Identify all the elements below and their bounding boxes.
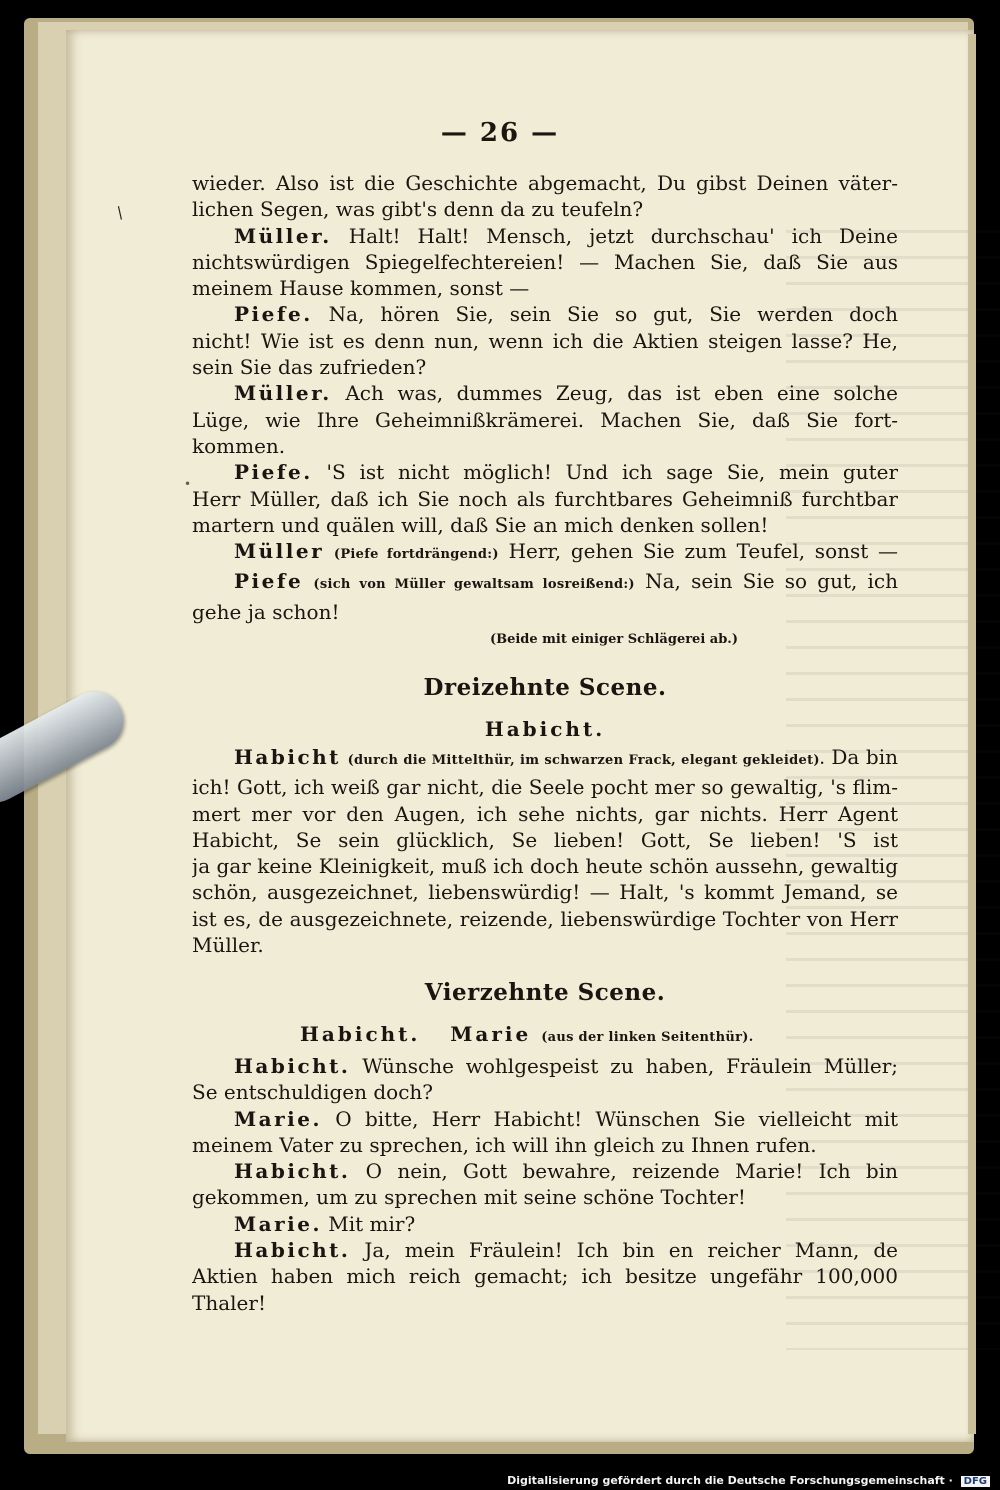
speaker-name: Marie. bbox=[234, 1106, 322, 1131]
dfg-logo: DFG bbox=[961, 1476, 990, 1487]
stage-direction: (durch die Mittelthür, im schwarzen Frack, elegant gekleidet). bbox=[347, 752, 825, 768]
speaker-name: Piefe. bbox=[234, 302, 313, 327]
text-line bbox=[192, 196, 898, 222]
line-text: Na, sein Sie so gut, ich bbox=[645, 569, 898, 594]
speaker-name: Müller bbox=[234, 539, 325, 564]
text-line bbox=[192, 486, 898, 512]
speaker-name: Piefe bbox=[234, 569, 304, 594]
text-line bbox=[192, 1263, 898, 1289]
line-text: Habicht, Se sein glücklich, Se lieben! Gott, Se lieben! 'S ist bbox=[192, 827, 898, 852]
line-text: Lüge, wie Ihre Geheimnißkrämerei. Machen Sie, daß Sie fort- bbox=[192, 407, 898, 432]
text-line bbox=[192, 407, 898, 433]
line-text: Müller. bbox=[192, 933, 264, 958]
line-text: Wünsche wohlgespeist zu haben, Fräulein Müller; bbox=[362, 1053, 898, 1078]
line-text: O bitte, Herr Habicht! Wünschen Sie vielleicht mit bbox=[335, 1106, 898, 1131]
cast-list-thirteen: Habicht. bbox=[484, 716, 606, 741]
stage-direction: (Piefe fortdrängend:) bbox=[333, 547, 499, 563]
cast-list-fourteen bbox=[192, 1021, 898, 1051]
margin-dot: • bbox=[184, 477, 192, 491]
line-text: nicht! Wie ist es denn nun, wenn ich die Aktien steigen lasse? He, bbox=[192, 328, 898, 353]
line-text: mert mer vor den Augen, ich sehe nichts, gar nichts. Herr Agent bbox=[192, 801, 898, 826]
text-line bbox=[192, 744, 898, 774]
footer-text: Digitalisierung gefördert durch die Deutsche Forschungsgemeinschaft · bbox=[507, 1474, 953, 1487]
line-text: kommen. bbox=[192, 433, 286, 458]
stage-direction-exit: (Beide mit einiger Schlägerei ab.) bbox=[489, 632, 738, 648]
text-line bbox=[192, 328, 898, 354]
line-text: 'S ist nicht möglich! Und ich sage Sie, mein guter bbox=[326, 460, 898, 485]
line-text: Halt! Halt! Mensch, jetzt durchschau' ich Deine bbox=[348, 223, 898, 248]
text-line bbox=[192, 801, 898, 827]
cast-habicht: Habicht. bbox=[300, 1021, 421, 1046]
text-line bbox=[192, 879, 898, 905]
text-line bbox=[192, 1079, 898, 1105]
text-line bbox=[192, 774, 898, 800]
text-line bbox=[192, 1132, 898, 1158]
text-line bbox=[192, 301, 898, 327]
line-text: gehe ja schon! bbox=[192, 599, 340, 624]
text-line bbox=[192, 275, 898, 301]
line-text: meinem Vater zu sprechen, ich will ihn gleich zu Ihnen rufen. bbox=[192, 1132, 817, 1157]
scene-title-fourteen: Vierzehnte Scene. bbox=[424, 979, 666, 1007]
text-line bbox=[192, 512, 898, 538]
text-line bbox=[192, 1053, 898, 1079]
text-line bbox=[192, 1158, 898, 1184]
margin-pencil-mark: / bbox=[112, 202, 127, 223]
speaker-name: Habicht. bbox=[234, 1159, 351, 1184]
cast-marie: Marie bbox=[450, 1021, 532, 1046]
line-text: gekommen, um zu sprechen mit seine schöne Tochter! bbox=[192, 1185, 746, 1210]
line-text: Herr Müller, daß ich Sie noch als furchtbares Geheimniß furchtbar bbox=[192, 486, 898, 511]
line-text: Aktien haben mich reich gemacht; ich besitze ungefähr 100,000 bbox=[192, 1264, 898, 1289]
speaker-name: Piefe. bbox=[234, 460, 313, 485]
stage-direction: (sich von Müller gewaltsam losreißend:) bbox=[313, 577, 635, 593]
line-text: nichtswürdigen Spiegelfechtereien! — Machen Sie, daß Sie aus bbox=[192, 249, 898, 274]
line-text: Mit mir? bbox=[328, 1211, 416, 1236]
line-text: lichen Segen, was gibt's denn da zu teufeln? bbox=[192, 197, 644, 222]
line-text: O nein, Gott bewahre, reizende Marie! Ich bin bbox=[365, 1159, 898, 1184]
footer-credit bbox=[507, 1474, 990, 1487]
text-line bbox=[192, 354, 898, 380]
text-line bbox=[192, 170, 898, 196]
text-line bbox=[192, 380, 898, 406]
text-line bbox=[192, 223, 898, 249]
page-edge bbox=[968, 34, 976, 1434]
line-text: Na, hören Sie, sein Sie so gut, Sie werden doch bbox=[328, 302, 898, 327]
line-text: martern und quälen will, daß Sie an mich denken sollen! bbox=[192, 512, 769, 537]
line-text: meinem Hause kommen, sonst — bbox=[192, 276, 530, 301]
line-text: schön, ausgezeichnet, liebenswürdig! — Halt, 's kommt Jemand, se bbox=[192, 880, 898, 905]
speaker-name: Müller. bbox=[234, 381, 332, 406]
text-line bbox=[192, 1184, 898, 1210]
text-line bbox=[192, 538, 898, 568]
text-line bbox=[192, 599, 898, 625]
text-line bbox=[192, 1290, 898, 1316]
text-line bbox=[192, 1106, 898, 1132]
line-text: Da bin bbox=[831, 744, 898, 769]
scene-title-thirteen: Dreizehnte Scene. bbox=[423, 674, 667, 702]
line-text: Se entschuldigen doch? bbox=[192, 1080, 433, 1105]
speaker-name: Habicht bbox=[234, 744, 341, 769]
line-text: ich! Gott, ich weiß gar nicht, die Seele pocht mer so gewaltig, 's flim- bbox=[192, 775, 898, 800]
scene-fourteen-text bbox=[192, 1053, 898, 1316]
text-line bbox=[192, 249, 898, 275]
body-text bbox=[192, 170, 898, 1316]
line-text: Thaler! bbox=[192, 1290, 266, 1315]
line-text: ist es, de ausgezeichnete, reizende, liebenswürdige Tochter von Herr bbox=[192, 906, 898, 931]
text-line bbox=[192, 1211, 898, 1237]
speaker-name: Habicht. bbox=[234, 1237, 351, 1262]
text-line bbox=[192, 433, 898, 459]
text-line bbox=[192, 1237, 898, 1263]
line-text: ja gar keine Kleinigkeit, muß ich doch heute schön aussehn, gewaltig bbox=[192, 854, 898, 879]
text-line bbox=[192, 459, 898, 485]
line-text: Ja, mein Fräulein! Ich bin en reicher Mann, de bbox=[364, 1237, 898, 1262]
line-text: Herr, gehen Sie zum Teufel, sonst — bbox=[508, 539, 898, 564]
text-line bbox=[192, 827, 898, 853]
scene-thirteen-text bbox=[192, 744, 898, 958]
text-line bbox=[192, 906, 898, 932]
scene-twelve-end bbox=[192, 170, 898, 625]
cast-stage-direction: (aus der linken Seitenthür). bbox=[541, 1029, 754, 1045]
text-line bbox=[192, 932, 898, 958]
line-text: sein Sie das zufrieden? bbox=[192, 355, 427, 380]
line-text: wieder. Also ist die Geschichte abgemacht, Du gibst Deinen väter- bbox=[192, 171, 898, 195]
text-line bbox=[192, 853, 898, 879]
speaker-name: Müller. bbox=[234, 223, 332, 248]
speaker-name: Marie. bbox=[234, 1211, 322, 1236]
speaker-name: Habicht. bbox=[234, 1053, 351, 1078]
page-number: — 26 — bbox=[440, 118, 560, 148]
line-text: Ach was, dummes Zeug, das ist eben eine solche bbox=[345, 381, 898, 406]
text-line bbox=[192, 568, 898, 598]
